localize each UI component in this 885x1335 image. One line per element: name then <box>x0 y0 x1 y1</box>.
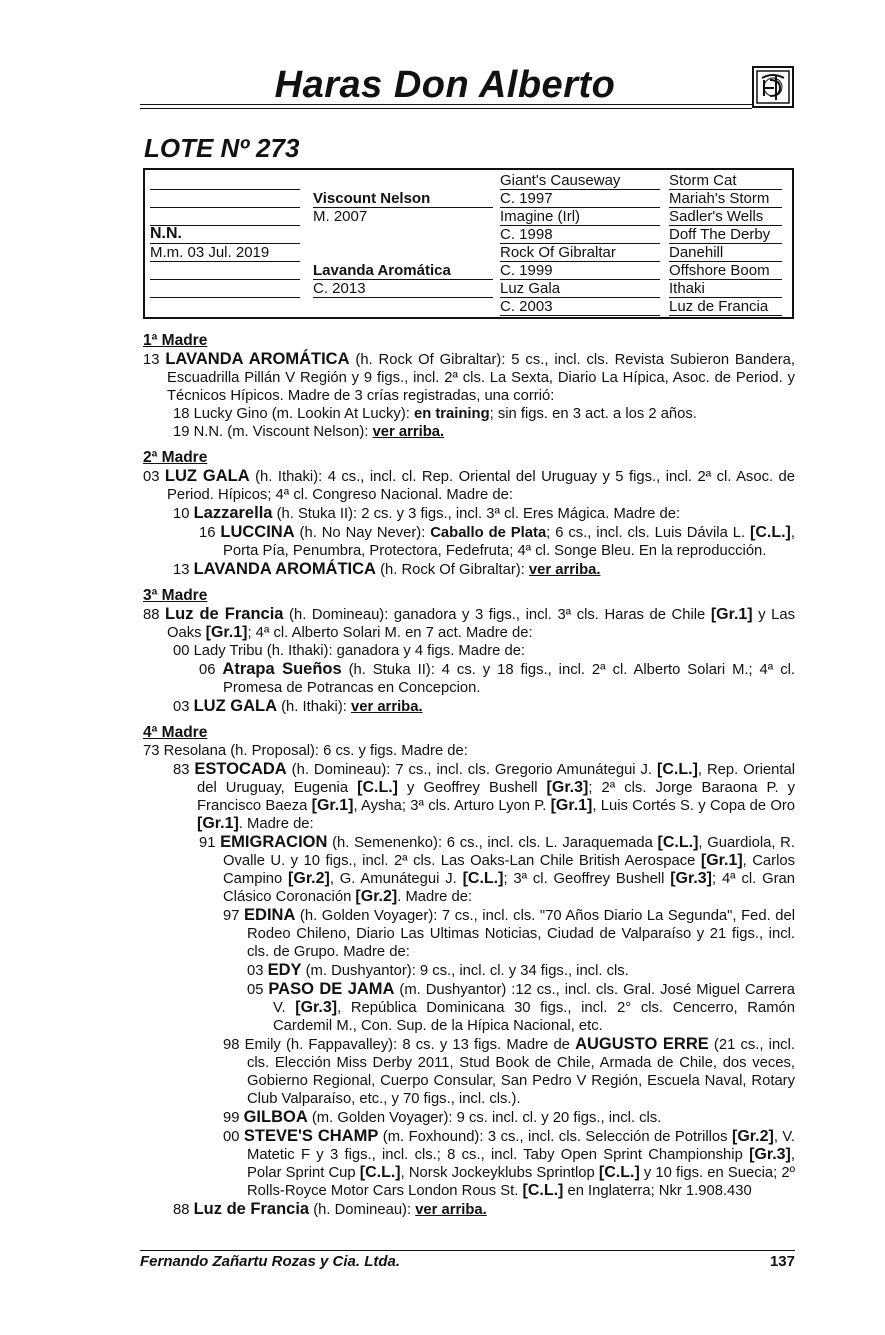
entry: 88 Luz de Francia (h. Domineau): ganadora y 3 figs., incl. 3ª cls. Haras de Chile [Gr.1] y Las Oaks [Gr.1]; 4ª cl. Alberto Solari M. en 7 act. Madre de: <box>143 605 796 641</box>
entry: 88 Luz de Francia (h. Domineau): ver arriba. <box>173 1200 487 1218</box>
entry: 03 EDY (m. Dushyantor): 9 cs., incl. cl. y 34 figs., incl. cls. <box>247 961 629 979</box>
entry: 91 EMIGRACION (h. Semenenko): 6 cs., incl. cls. L. Jaraquemada [C.L.], Guardiola, R. Ovalle U. y 10 figs., incl. 2ª cls. Las Oaks-Lan Chile British Aerospace [Gr.1], Carlos Campino [Gr.2], G. Amunátegui J. [C.L.]; 3ª cl. Geoffrey Bushell [Gr.3]; 4ª cl. Gran Clásico Coronación [Gr.2]. Madre de: <box>199 833 796 905</box>
page-title: Haras Don Alberto <box>274 64 616 106</box>
entry: 03 LUZ GALA (h. Ithaki): ver arriba. <box>173 697 423 715</box>
entry: 98 Emily (h. Fappavalley): 8 cs. y 13 figs. Madre de AUGUSTO ERRE (21 cs., incl. cls. Elección Miss Derby 2011, Stud Book de Chile, Armada de Chile, dos veces, Gobierno Regional, Cuerpo Consular, San Pedro V Región, Escuela Naval, Rotary Club Valparaíso, etc., y 70 figs., incl. cls.). <box>223 1035 795 1107</box>
grandsire-1: Giant's Causeway <box>500 172 621 189</box>
dam-year: C. 2013 <box>313 280 366 297</box>
header-rule <box>140 104 752 105</box>
entry: 19 N.N. (m. Viscount Nelson): ver arriba. <box>173 424 445 440</box>
ggparent-5: Danehill <box>669 244 724 261</box>
subject-birth: M.m. 03 Jul. 2019 <box>150 244 270 261</box>
entry: 13 LAVANDA AROMÁTICA (h. Rock Of Gibraltar): ver arriba. <box>173 560 601 578</box>
header-rule-thin <box>140 108 752 109</box>
page-footer <box>140 1250 795 1275</box>
ggparent-2: Mariah's Storm <box>669 190 770 207</box>
entry: 13 LAVANDA AROMÁTICA (h. Rock Of Gibraltar): 5 cs., incl. cls. Revista Subieron Bandera, Escuadrilla Pillán V Región y 9 figs., incl. 2ª cls. La Sexta, Diario La Hípica, Asoc. de Period. y Técnicos Hípicos. Madre de 3 crías registradas, una corrió: <box>143 350 795 404</box>
sire-name: Viscount Nelson <box>313 190 431 207</box>
dam-name: Lavanda Aromática <box>313 262 451 279</box>
granddam-2-year: C. 2003 <box>500 298 553 315</box>
section-heading: 1ª Madre <box>143 332 208 349</box>
entry: 03 LUZ GALA (h. Ithaki): 4 cs., incl. cl. Rep. Oriental del Uruguay y 5 figs., incl. 2ª cl. Asoc. de Period. Hípicos; 4ª cl. Congreso Nacional. Madre de: <box>143 467 795 503</box>
ggparent-1: Storm Cat <box>669 172 737 189</box>
entry: 00 STEVE'S CHAMP (m. Foxhound): 3 cs., incl. cls. Selección de Potrillos [Gr.2], V. Matetic F y 3 figs., incl. cls.; 8 cs., incl. Taby Open Sprint Championship [Gr.3], Polar Sprint Cup [C.L.], Norsk Jockeyklubs Sprintlop [C.L.] y 10 figs. en Suecia; 2º Rolls-Royce Motor Cars London Rous St. [C.L.] en Inglaterra; Nkr 1.908.430 <box>223 1127 795 1199</box>
ggparent-8: Luz de Francia <box>669 298 769 315</box>
ver-arriba-link[interactable]: ver arriba. <box>372 424 445 440</box>
dam-line-content <box>143 328 795 1219</box>
entry: 06 Atrapa Sueños (h. Stuka II): 4 cs. y 18 figs., incl. 2ª cl. Alberto Solari M.; 4ª cl. Promesa de Potrancas en Concepcion. <box>199 660 795 696</box>
ggparent-6: Offshore Boom <box>669 262 770 279</box>
entry: 99 GILBOA (m. Golden Voyager): 9 cs. incl. cl. y 20 figs., incl. cls. <box>223 1108 662 1126</box>
grandsire-2-year: C. 1999 <box>500 262 553 279</box>
entry: 10 Lazzarella (h. Stuka II): 2 cs. y 3 figs., incl. 3ª cl. Eres Mágica. Madre de: <box>173 504 681 522</box>
entry: 18 Lucky Gino (m. Lookin At Lucky): en training; sin figs. en 3 act. a los 2 años. <box>173 406 697 422</box>
grandsire-2: Rock Of Gibraltar <box>500 244 616 261</box>
entry: 73 Resolana (h. Proposal): 6 cs. y figs. Madre de: <box>143 743 468 759</box>
page-header <box>140 62 795 110</box>
granddam-1: Imagine (Irl) <box>500 208 581 225</box>
section-heading: 2ª Madre <box>143 449 208 466</box>
publisher-name: Fernando Zañartu Rozas y Cia. Ltda. <box>140 1253 401 1270</box>
entry: 16 LUCCINA (h. No Nay Never): Caballo de Plata; 6 cs., incl. cls. Luis Dávila L. [C.L.], Porta Pía, Penumbra, Protectora, Fedefruta; 4ª cl. Songe Bleu. En la reproducción. <box>199 523 795 559</box>
entry: 00 Lady Tribu (h. Ithaki): ganadora y 4 figs. Madre de: <box>173 643 526 659</box>
entry: 97 EDINA (h. Golden Voyager): 7 cs., incl. cls. "70 Años Diario La Segunda", Fed. del Rodeo Chileno, Diario Las Ultimas Noticias, Ciudad de Valparaíso y 21 figs., incl. cls. de Grupo. Madre de: <box>223 906 795 960</box>
entry: 05 PASO DE JAMA (m. Dushyantor) :12 cs., incl. cls. Gral. José Miguel Carrera V. [Gr.3], República Dominicana 30 figs., incl. 2° cls. Cencerro, Ramón Cardemil M., Con. Sup. de la Hípica Nacional, etc. <box>247 980 796 1034</box>
page-number: 137 <box>769 1253 795 1270</box>
ver-arriba-link[interactable]: ver arriba. <box>415 1202 487 1218</box>
ggparent-3: Sadler's Wells <box>669 208 764 225</box>
lot-number: LOTE Nº 273 <box>144 133 300 163</box>
section-heading: 4ª Madre <box>143 724 208 741</box>
section-heading: 3ª Madre <box>143 587 208 604</box>
granddam-2: Luz Gala <box>500 280 561 297</box>
subject-name: N.N. <box>150 225 182 242</box>
pedigree-table <box>143 168 794 319</box>
ver-arriba-link[interactable]: ver arriba. <box>528 562 601 578</box>
ggparent-7: Ithaki <box>669 280 705 297</box>
entry: 83 ESTOCADA (h. Domineau): 7 cs., incl. cls. Gregorio Amunátegui J. [C.L.], Rep. Oriental del Uruguay, Eugenia [C.L.] y Geoffrey Bushell [Gr.3]; 2ª cls. Jorge Baraona P. y Francisco Baeza [Gr.1], Aysha; 3ª cls. Arturo Lyon P. [Gr.1], Luis Cortés S. y Copa de Oro [Gr.1]. Madre de: <box>173 760 796 832</box>
ggparent-4: Doff The Derby <box>669 226 771 243</box>
grandsire-1-year: C. 1997 <box>500 190 553 207</box>
haras-monogram-icon <box>752 66 794 108</box>
sire-year: M. 2007 <box>313 208 368 225</box>
ver-arriba-link[interactable]: ver arriba. <box>351 699 423 715</box>
granddam-1-year: C. 1998 <box>500 226 553 243</box>
